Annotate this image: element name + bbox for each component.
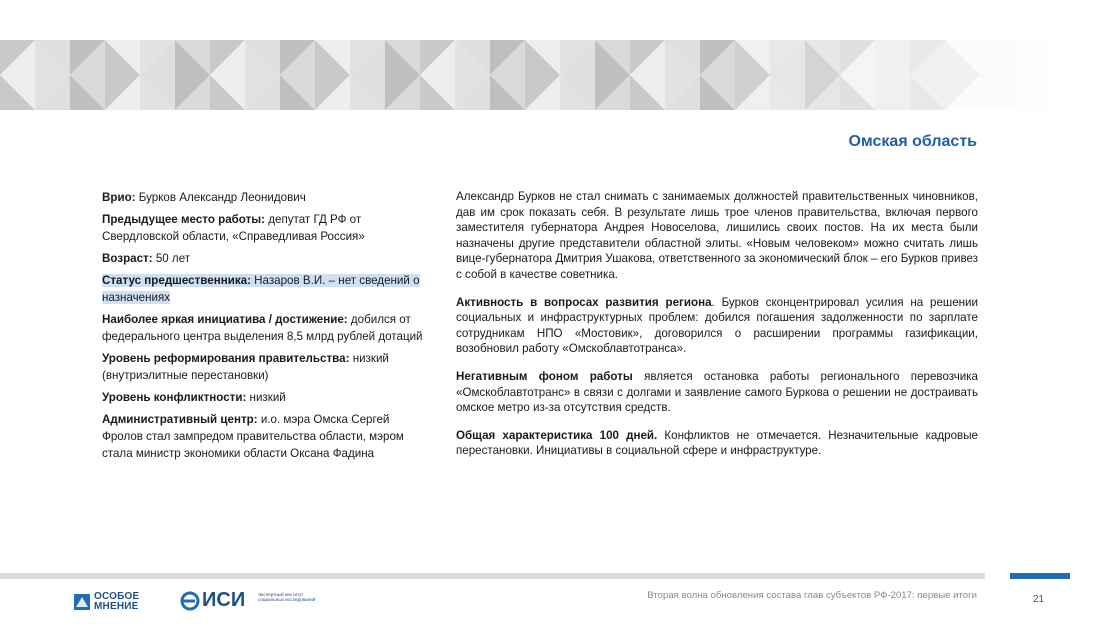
footer-accent-bar [1010,573,1070,579]
admin-center-label: Административный центр: [102,413,258,426]
page-number: 21 [1033,594,1045,605]
previous-job-row [102,211,428,245]
reform-row [102,350,428,384]
reform-label: Уровень реформирования правительства: [102,352,350,365]
isi-logo-subtitle: Экспертный институт социальных исследований [258,592,316,603]
footer-divider [0,573,985,579]
summary-text: Конфликтов не отмечается. Незначительные кадровые перестановки. Инициативы в социальной сфере и инфраструктуре. [456,428,978,458]
analysis-paragraph-1: Александр Бурков не стал снимать с занимаемых должностей правительственных чиновников, дав им срок показать себя. В результате лишь трое членов правительства, включая первого заместителя губернатора Андрея Новоселова, лишились своих постов. На их места были назначены другие представители областной элиты. «Новым человеком» можно считать лишь вице-губернатора Дмитрия Ушакова, ответственного за экономический блок – его Бурков привез с собой в качестве советника. [456,190,978,281]
analysis-paragraph-4 [456,428,978,459]
osoboe-mnenie-logo [74,591,154,615]
decorative-triangle-banner [0,40,1119,110]
isi-logo [180,588,320,614]
initiative-row [102,311,428,345]
predecessor-row [102,272,428,306]
isi-logo-icon [180,591,202,611]
conflict-label: Уровень конфликтности: [102,391,247,404]
age-label: Возраст: [102,252,153,265]
footer-caption: Вторая волна обновления состава глав субъектов РФ-2017: первые итоги [647,590,977,601]
predecessor-label: Статус предшественника: [102,274,251,287]
region-title: Омская область [848,133,977,150]
conflict-row [102,389,428,406]
admin-center-value: и.о. мэра Омска Сергей Фролов стал зампредом правительства области, мэром стала министр экономики области Оксана Фадина [102,413,404,460]
acting-governor-row [102,189,428,206]
analysis-text [456,189,978,471]
admin-center-row [102,411,428,462]
isi-logo-text: ИСИ [202,589,246,611]
previous-job-value: депутат ГД РФ от Свердловской области, «Справедливая Россия» [102,213,365,243]
age-value: 50 лет [152,252,191,265]
initiative-label: Наиболее яркая инициатива / достижение: [102,313,348,326]
predecessor-value: Назаров В.И. – нет сведений о назначениях [102,274,420,304]
negative-background-label: Негативным фоном работы [456,369,633,383]
summary-label: Общая характеристика 100 дней. [456,428,658,442]
analysis-paragraph-3 [456,369,978,416]
development-activity-text: . Бурков сконцентрировал усилия на решении социальных и инфраструктурных проблем: добился погашения задолженности по зарплате сотрудникам НПО «Мостовик», договорился о расширении программы газификации, возобновил работу «Омскоблавтотранса». [456,295,979,356]
osoboe-mnenie-logo-icon [74,594,90,610]
acting-label: Врио: [102,191,136,204]
negative-background-text: является остановка работы регионального перевозчика «Омскоблавтотранс» в связи с долгами и заявление самого Буркова о решении не достраивать омское метро из-за отсутствия средств. [456,369,978,415]
reform-value: низкий (внутриэлитные перестановки) [102,352,389,382]
analysis-paragraph-2 [456,295,978,357]
logo1-line1: ОСОБОЕ [94,591,140,602]
logo1-line2: МНЕНИЕ [94,601,139,612]
development-activity-label: Активность в вопросах развития региона [456,295,712,309]
previous-job-label: Предыдущее место работы: [102,213,266,226]
governor-profile [102,189,428,467]
acting-value: Бурков Александр Леонидович [135,191,306,204]
conflict-value: низкий [246,391,286,404]
initiative-value: добился от федерального центра выделения 8,5 млрд рублей дотаций [102,313,423,343]
age-row [102,250,428,267]
